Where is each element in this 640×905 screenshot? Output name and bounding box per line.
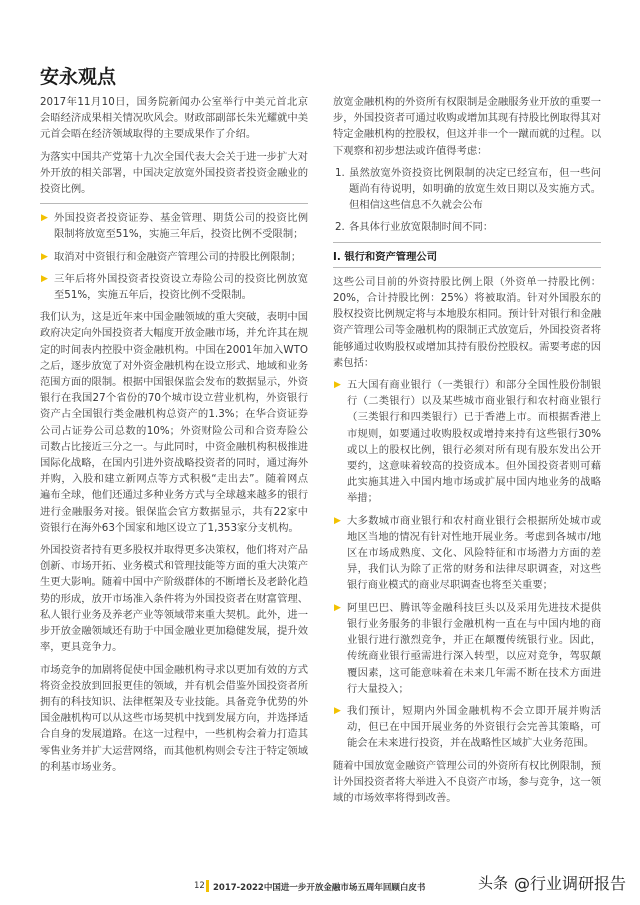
bullet-icon: ▶ [41,213,48,224]
paragraph: 随着中国放宽金融资产管理公司的外资所有权比例限制，预计外国投资者将大举进入不良资产市场，参与竞争，这一领域的市场效率将得到改善。 [333,759,601,804]
bullet-list [333,377,601,751]
list-item: 2. 各具体行业放宽限制时间不同： [335,221,494,234]
paragraph: 放宽金融机构的外资所有权限制是金融服务业开放的重要一步，外国投资者可通过收购或增加其现有持股比例取得其对特定金融机构的控股权，但这并非一个一蹴而就的过程。以下观察和初步想法或许值得考虑： [333,96,601,157]
footer-title: 2017-2022中国进一步开放金融市场五周年回顾白皮书 [213,883,426,893]
bullet-icon: ▶ [334,602,341,613]
divider [40,203,308,204]
paragraph: 2017年11月10日，国务院新闻办公室举行中美元首北京会晤经济成果相关情况吹风会。财政部副部长朱光耀就中美元首会晤在经济领域取得的主要成果作了介绍。 [40,96,308,141]
bullet-icon: ▶ [334,380,341,391]
list-item: ▶ 我们预计，短期内外国金融机构不会立即开展并购活动，但已在中国开展业务的外资银行会完善其策略，可能会在未来进行投资，并在战略性区域扩大业务范围。 [334,704,601,750]
list-item: ▶ 三年后将外国投资者投资设立寿险公司的投资比例放宽至51%，实施五年后，投资比例不受限制。 [41,272,308,302]
bullet-list [40,210,308,303]
paragraph: 我们认为，这是近年来中国金融领域的重大突破，表明中国政府决定向外国投资者大幅度开放金融市场，并允许其在规定的时间表内控股中资金融机构。中国在2001年加入WTO之后，逐步放宽了对外资金融机构在设立形式、地域和业务范围方面的限制。根据中国银保监会发布的数据显示，外资银行在我国27个省份的70个城市设立营业机构，外资银行资产占全国银行类金融机构总资产的1.3%；在华合资证券公司占证券公司总数的10%；外资财险公司和合资寿险公司数占比接近三分之一。与此同时，中资金融机构积极推进国际化战略，在国内引进外资战略投资者的同时，通过海外并购，入股和建立新网点等方式积极“走出去”。随着网点遍布全球，他们还通过多种业务方式与全球越来越多的银行进行金融服务对接。银保监会官方数据显示，共有22家中资银行在海外63个国家和地区设立了1,353家分支机构。 [40,311,308,534]
paragraph: 这些公司目前的外资持股比例上限（外资单一持股比例：20%，合计持股比例：25%）将被取消。针对外国股东的股权投资比例规定将与本地股东相同。预计针对银行和金融资产管理公司等金融机构的限制正式放宽后，外国投资者将能够通过收购股权或增加其持有股份控股权。需要考虑的因素包括： [333,275,601,369]
list-item: ▶ 大多数城市商业银行和农村商业银行会根据所处城市或地区当地的情况有针对性地开展业务。考虑到各城市/地区在市场成熟度、文化、风险特征和市场潜力方面的差异，我们认为除了正常的财务和法律尽职调查，对这些银行商业模式的商业尽职调查也将至关重要； [334,514,601,592]
right-column [333,94,601,812]
list-item: ▶ 阿里巴巴、腾讯等金融科技巨头以及采用先进技术提供银行业务服务的非银行金融机构一直在与中国内地的商业银行进行激烈竞争，并正在颠覆传统银行业。因此，传统商业银行亟需进行深入转型，以应对竞争，驾驭颠覆因素，这可能意味着在未来几年需不断在技术方面进行大量投入； [334,601,601,695]
divider [333,267,601,268]
bullet-icon: ▶ [41,273,48,284]
section-title: 安永观点 [40,66,117,88]
divider [333,242,601,243]
list-item: ▶ 五大国有商业银行（一类银行）和部分全国性股份制银行（二类银行）以及某些城市商业银行和农村商业银行（三类银行和四类银行）已于香港上市。而根据香港上市规则，如要通过收购股权或增持来持有这些银行30%或以上的股权比例，银行必须对所有现有股东发出公开要约，这意味着较高的投资成本。但外国投资者则可藉此实施其进入中国内地市场或扩展中国内地业务的战略举措； [334,379,601,505]
paragraph: 为落实中国共产党第十九次全国代表大会关于进一步扩大对外开放的相关部署，中国决定放宽外国投资者投资金融业的投资比例。 [40,150,308,196]
footer-accent-bar [206,880,209,892]
bullet-icon: ▶ [41,251,48,262]
left-column [40,94,308,781]
list-item: ▶ 取消对中资银行和金融资产管理公司的持股比例限制； [40,249,308,265]
watermark-source: 头条 [477,874,508,892]
list-item: ▶ 外国投资者投资证券、基金管理、期货公司的投资比例限制将放宽至51%，实施三年后，投资比例不受限制； [41,212,308,241]
page-number: 12 [194,881,205,891]
paragraph: 外国投资者持有更多股权并取得更多决策权，他们将对产品创新、市场开拓、业务模式和管理技能等方面的重大决策产生更大影响。随着中国中产阶级群体的不断增长及老龄化趋势的形成，放开市场准入条件将为外国投资者在财富管理、私人银行业务及养老产业等领域带来重大契机。此外，进一步开放金融领域还有助于中国金融业更加稳健发展，提升效率，更具竞争力。 [40,544,308,654]
subsection-heading: I. 银行和资产管理公司 [333,250,437,263]
numbered-list [333,165,601,236]
watermark-account: @行业调研报告 [513,874,626,893]
paragraph: 市场竞争的加剧将促使中国金融机构寻求以更加有效的方式将资金投放到回报更佳的领域，并有机会借鉴外国投资者所拥有的科技知识、法律框架及专业技能。具备竞争优势的外国金融机构可以从这些市场契机中找到发展方向，并选择适合自身的发展道路。在这一过程中，一些机构会着力打造其零售业务并扩大运营网络，而其他机构则会专注于特定领域的利基市场业务。 [40,663,308,773]
bullet-icon: ▶ [334,515,341,526]
watermark [478,871,626,894]
list-item: 1. 虽然放宽外资投资比例限制的决定已经宣布，但一些问题尚有待说明，如明确的放宽生效日期以及实施方式。但相信这些信息不久就会公布 [335,166,601,212]
bullet-icon: ▶ [334,705,341,716]
